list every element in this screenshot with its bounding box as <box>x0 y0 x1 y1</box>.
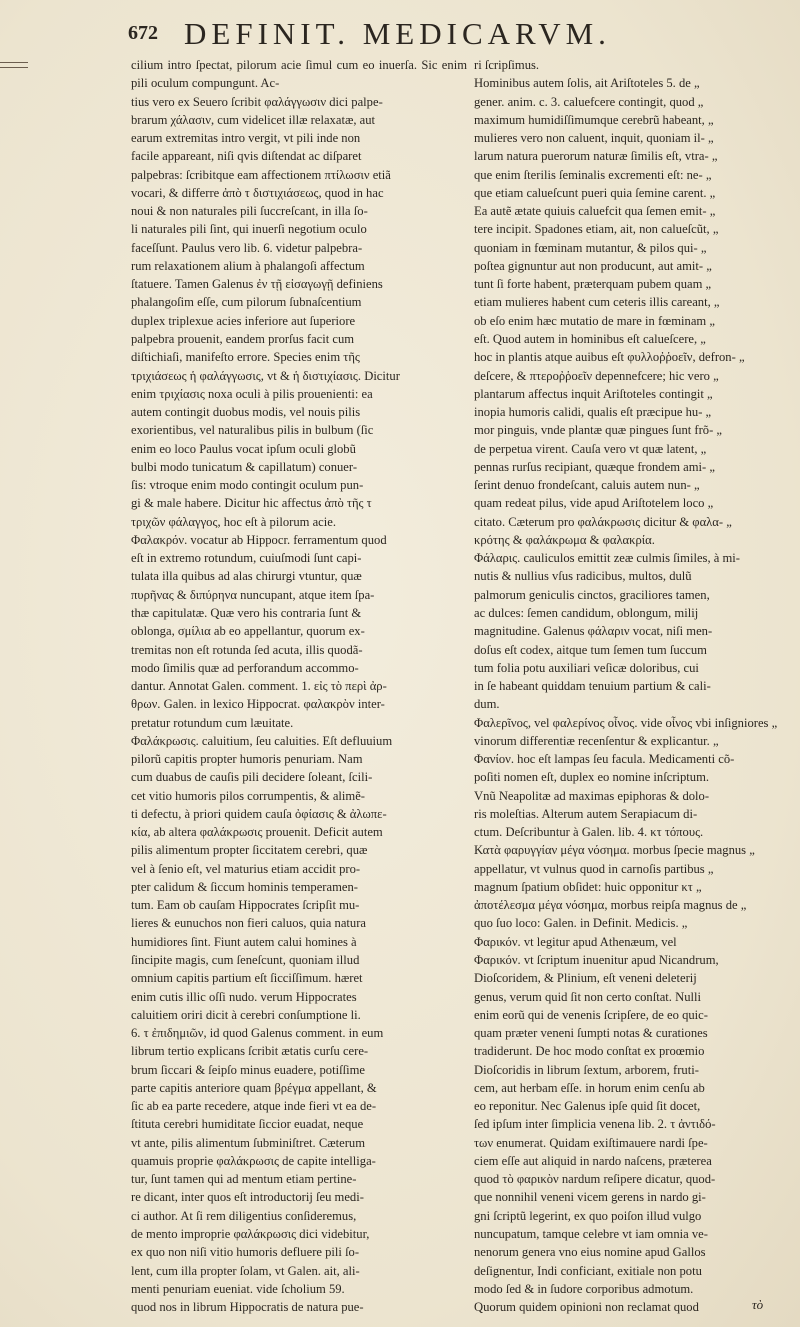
text-line: pretatur rotundum cum læuitate. <box>131 715 294 730</box>
text-line: noui & non naturales pili ſuccreſcant, in illa ſo- <box>131 204 368 219</box>
text-line: Φανίον. hoc eſt lampas ſeu facula. Medicamenti cõ- <box>474 752 735 767</box>
text-line: nuncupatum, tamque celebre vt iam omnia ve- <box>474 1227 708 1241</box>
text-line: diſtichiaſi, manifeſto errore. Species enim τῆς <box>131 350 360 365</box>
text-line: quod nos in librum Hippocratis de natura pue- <box>131 1300 364 1315</box>
text-line: larum natura puerorum naturæ ſimilis eſt, vtra- „ <box>474 149 718 164</box>
text-line: tere incipit. Spadones etiam, ait, non calueſcũt, „ <box>474 222 719 237</box>
text-line: tum. Eam ob cauſam Hippocrates ſcripſit mu- <box>131 898 360 913</box>
text-line: etiam mulieres habent cum ceteris illis careant, „ <box>474 295 720 310</box>
text-line: tremitas non eſt rotunda ſed acuta, illis quodã- <box>131 642 363 657</box>
text-line: ſincipite magis, cum ſeneſcunt, quoniam illud <box>131 953 360 968</box>
text-line: brum ſiccari & ſeipſo minus euadere, potiſſime <box>131 1062 365 1077</box>
text-line: modo ſimilis quæ ad perforandum accommo- <box>131 660 359 675</box>
text-line: Φαλάκρωσις. caluitium, ſeu caluities. Eſt defluuium <box>131 733 393 748</box>
text-line: quod τὸ φαρικὸν nardum reſipere dicatur, quod- <box>474 1172 716 1187</box>
text-line: doſus eſt codex, aitque tum ſemen tum ſuccum <box>474 642 707 657</box>
text-line: Ea autẽ ætate quiuis caluefcit qua ſemen emit- „ <box>474 204 716 219</box>
text-line: menti penuriam eueniat. vide ſcholium 59. <box>131 1281 345 1296</box>
text-line: caluitiem oriri dicit à cerebri conſumptione li. <box>131 1007 361 1022</box>
text-line: θρων. Galen. in lexico Hippocrat. φαλακρὸν inter- <box>131 697 385 712</box>
text-line: ſed ipſum inter ſimplicia venena lib. 2. τ ἀντιδό- <box>474 1117 716 1132</box>
text-line: earum extremitas intro vergit, vt pili inde non <box>131 131 361 146</box>
text-line: librum tertio explicans ſcribit ætatis curſu cere- <box>131 1044 369 1059</box>
text-line: pilis alimentum propter ſiccitatem cerebri, quæ <box>131 843 368 858</box>
text-line: de mento improprie φαλάκρωσις dici videbitur, <box>131 1227 370 1241</box>
text-line: eſt in extremo rotundum, cuiuſmodi ſunt capi- <box>131 551 362 566</box>
text-line: rum relaxationem alium à phalangoſi affectum <box>131 258 365 273</box>
text-line: τριχῶν φάλαγγος, hoc eſt à pilorum acie. <box>131 514 336 529</box>
text-line: Φαρικόν. vt legitur apud Athenæum, vel <box>474 934 677 949</box>
text-line: poſiti nomen eſt, duplex eo nomine inſcriptum. <box>474 770 710 785</box>
text-line: pter calidum & ſiccum hominis temperamen- <box>131 879 358 894</box>
text-line: ctum. Deſcribuntur à Galen. lib. 4. κτ τόπους. <box>474 825 704 840</box>
text-line: Κατὰ φαρυγγίαν μέγα νόσημα. morbus ſpecie magnus „ <box>474 843 755 858</box>
text-line: dantur. Annotat Galen. comment. 1. εἰς τὸ περὶ ἀρ- <box>131 679 387 694</box>
text-line: magnitudine. Galenus φάλαριν vocat, niſi men- <box>474 624 713 639</box>
text-line: ſtituta cerebri humiditate ſiccior euadat, neque <box>131 1117 364 1132</box>
text-line: que enim ſterilis ſeminalis excrementi eſt: ne- „ <box>474 167 712 182</box>
text-line: quam præter veneni ſumpti notas & curationes <box>474 1026 708 1041</box>
text-line: 6. τ ἐπιδημιῶν, id quod Galenus comment. in eum <box>131 1026 384 1041</box>
text-line: oblonga, σμίλια ab eo appellantur, quorum ex- <box>131 624 365 639</box>
text-line: ex quo non niſi vitio humoris defluere pili ſo- <box>131 1245 360 1260</box>
text-line: lent, cum illa propter ſolam, vt Galen. ait, ali- <box>131 1263 360 1278</box>
text-line: tur, ſunt tamen qui ad mentum etiam pertine- <box>131 1172 357 1187</box>
text-line: vocari, & differre ἀπὸ τ διστιχιάσεως, quod in hac <box>131 185 384 200</box>
text-line: Φαλακρόν. vocatur ab Hippocr. ferramentum quod <box>131 532 387 547</box>
text-line: gener. anim. c. 3. caluefcere contingit, quod „ <box>474 94 704 109</box>
text-line: modo ſed & in ſudore corporibus admotum. <box>474 1281 694 1296</box>
catchword: τὸ <box>752 1297 764 1312</box>
text-line: κία, ab altera φαλάκρωσις prouenit. Deficit autem <box>131 825 383 840</box>
text-line: Φαρικόν. vt ſcriptum inuenitur apud Nicandrum, <box>474 953 719 968</box>
text-line: Φάλαρις. cauliculos emittit zeæ culmis ſimiles, à mi- <box>474 551 740 566</box>
text-line: enim eo loco Paulus vocat ipſum oculi globũ <box>131 441 356 456</box>
text-line: ci author. At ſi rem diligentius conſideremus, <box>131 1208 357 1223</box>
text-line: ri ſcripſimus. <box>474 58 540 72</box>
text-line: mor pinguis, vnde plantæ quæ pingues ſunt frõ- „ <box>474 423 723 438</box>
text-line: parte capitis anteriore quam βρέγμα appellant, & <box>131 1080 377 1095</box>
text-line: enim τριχίασις noxa oculi à pilis prouenienti: ea <box>131 386 373 401</box>
text-line: omnium capitis partium eſt ſicciſſimum. hæret <box>131 971 363 986</box>
text-line: phalangoſim eſſe, cum pilorum ſubnaſcentium <box>131 295 362 310</box>
text-line: cum duabus de cauſis pili decidere ſoleant, ſcili- <box>131 770 373 785</box>
text-line: πυρῆνας & διπύρηνα nuncupant, atque item ſpa- <box>131 587 375 602</box>
text-line: enim eorũ qui de venenis ſcripſere, de eo quic- <box>474 1007 708 1022</box>
text-line: vel à ſenio eſt, vel maturius etiam accidit pro- <box>131 861 361 876</box>
text-line: των enumerat. Quidam exiſtimauere nardi ſpe- <box>474 1135 708 1150</box>
text-line: eſt. Quod autem in hominibus eſt calueſcere, „ <box>474 331 706 346</box>
text-line: poſtea gignuntur aut non producunt, aut amit- „ <box>474 258 712 273</box>
text-line: ac dulces: ſemen candidum, oblongum, milij <box>474 605 699 620</box>
text-line: plantarum affectus inquit Ariſtoteles contingit „ <box>474 386 713 401</box>
text-line: gi & male habere. Dicitur hic affectus ἀπὸ τῆς τ <box>131 496 372 511</box>
text-line: ſis: vtroque enim modo contingit oculum pun- <box>131 478 364 493</box>
text-line: palpebra prouenit, eandem prorſus facit cum <box>131 331 355 346</box>
text-line: dum. <box>474 697 500 712</box>
text-line: nutis & nullius vſus radicibus, multos, dulũ <box>474 569 692 584</box>
text-line: quo ſuo loco: Galen. in Definit. Medicis. „ <box>474 916 688 931</box>
page-number: 672 <box>128 22 158 44</box>
text-line: nenorum genera vno eius nomine apud Gallos <box>474 1245 706 1260</box>
text-line: bulbi modo tunicatum & capillatum) conuer- <box>131 459 358 474</box>
text-line: inopia humoris calidi, qualis eſt præcipue hu- „ <box>474 405 712 420</box>
text-line: gni ſcriptũ legerint, ex quo poiſon illud vulgo <box>474 1208 702 1223</box>
text-line: deſignentur, Indi conficiant, exitiale non potu <box>474 1263 702 1278</box>
text-line: citato. Cæterum pro φαλάκρωσις dicitur & φαλα- „ <box>474 514 732 529</box>
page-edge-mark <box>0 62 28 68</box>
text-line: exorientibus, vel naturalibus pilis in bulbum (ſic <box>131 423 374 438</box>
text-line: tius vero ex Seuero ſcribit φαλάγγωσιν dici palpe- <box>131 94 383 109</box>
text-line: mulieres vero non caluent, inquit, quoniam il- „ <box>474 131 714 146</box>
text-line: quam redeat pilus, vide apud Ariſtotelem loco „ <box>474 496 714 511</box>
text-line: facile appareant, niſi qvis diſtendat ac diſparet <box>131 149 362 164</box>
text-line: que etiam calueſcunt pueri quia ſemine carent. „ <box>474 185 716 200</box>
text-line: palmorum geniculis cinctos, graciliores tamen, <box>474 587 710 602</box>
text-line: Φαλερῖνος, vel φαλερίνος οἶνος. vide οἶνος vbi inſigniores „ <box>474 715 778 730</box>
text-line: autem contingit duobus modis, vel nouis pilis <box>131 405 361 420</box>
text-line: ob eſo enim hæc mutatio de mare in fœminam „ <box>474 313 715 328</box>
text-line: cem, aut herbam eſſe. in horum enim cenſu ab <box>474 1080 705 1095</box>
text-line: brarum χάλασιν, cum videlicet illæ relaxatæ, aut <box>131 112 376 127</box>
text-line: re dicant, inter quos eſt introductorij ſeu medi- <box>131 1190 364 1205</box>
text-line: quoniam in fœminam mutantur, & pilos qui- „ <box>474 240 707 255</box>
text-line: ἀποτέλεσμα μέγα νόσημα, morbus reipſa magnus de „ <box>474 898 747 913</box>
text-line: τριχιάσεως ἡ φαλάγγωσις, vt & ἡ διστιχίασις. Dicitur <box>131 368 400 383</box>
text-line: palpebras: ſcribitque eam affectionem πτίλωσιν etiã <box>131 167 391 182</box>
text-line: enim cutis illic oſſi nudo. verum Hippocrates <box>131 989 357 1004</box>
text-line: duplex triplexue acies inferiore aut ſuperiore <box>131 313 356 328</box>
text-line: magnum ſpatium obſidet: huic opponitur κτ „ <box>474 879 702 894</box>
text-line: Hominibus autem ſolis, ait Ariſtoteles 5. de „ <box>474 76 700 91</box>
text-line: lieres & eunuchos non fieri caluos, quia natura <box>131 916 367 931</box>
page-header <box>128 16 768 52</box>
text-line: ciem eſſe aut aliquid in nardo naſcens, præterea <box>474 1153 712 1168</box>
text-line: Vnũ Neapolitæ ad maximas epiphoras & dolo- <box>474 788 710 803</box>
text-line: tradiderunt. De hoc modo conſtat ex proœmio <box>474 1044 705 1059</box>
text-line: ris moleſtias. Alterum autem Serapiacum di- <box>474 806 698 821</box>
text-line: humidiores ſint. Fiunt autem calui homines à <box>131 934 357 949</box>
text-line: thæ capitulatæ. Quæ vero his contraria ſunt & <box>131 605 362 620</box>
text-line: genus, verum quid ſit non certo conſtat. Nulli <box>474 989 701 1004</box>
text-line: ſic ab ea parte recedere, atque inde fieri vt ea de- <box>131 1099 377 1114</box>
text-line: quamuis proprie φαλάκρωσις de capite intelliga- <box>131 1153 376 1168</box>
text-line: hoc in plantis atque auibus eſt φυλλοῤῥοεῖν, defron- „ <box>474 350 745 365</box>
text-line: appellatur, vt vulnus quod in carnoſis partibus „ <box>474 861 714 876</box>
text-line: de perpetua virent. Cauſa vero vt quæ latent, „ <box>474 441 707 456</box>
text-line: tum folia potu auxiliari veſicæ doloribus, cui <box>474 660 699 675</box>
text-line: faceſſunt. Paulus vero lib. 6. videtur palpebra- <box>131 240 363 255</box>
text-line: tunt ſi forte habent, præterquam pubem quam „ <box>474 277 712 292</box>
right-text-column <box>474 56 790 1316</box>
text-line: maximum humidiſſimumque cerebrũ habeant, „ <box>474 112 714 127</box>
text-line: tulata illa quibus ad alas chirurgi vtuntur, quæ <box>131 569 362 584</box>
text-line: cet vitio humoris pilos corrumpentis, & alimẽ- <box>131 788 365 803</box>
running-title: DEFINIT. MEDICARVM. <box>184 16 611 51</box>
left-text-column <box>131 56 467 1316</box>
text-line: in ſe habeant quiddam tenuium partium & cali- <box>474 679 711 694</box>
text-line: cilium intro ſpectat, pilorum acie ſimul cum eo inuerſa. Sic enim pili oculum compungunt. Ac- <box>131 58 467 91</box>
text-line: deſcere, & πτεροῤῥοεῖν depennefcere; hic vero „ <box>474 368 719 383</box>
text-line: pilorũ capitis propter humoris penuriam. Nam <box>131 752 363 767</box>
text-line: ſerint denuo frondeſcant, caluis autem nun- „ <box>474 478 700 493</box>
text-line: ſtatuere. Tamen Galenus ἐν τῇ εἰσαγωγῇ definiens <box>131 277 383 292</box>
text-line: Dioſcoridis in librum ſextum, arborem, fruti- <box>474 1062 699 1077</box>
text-line: κρότης & φαλάκρωμα & φαλακρία. <box>474 532 655 547</box>
text-line: vinorum differentiæ recenſentur & explicantur. „ <box>474 733 719 748</box>
text-line: li naturales pili ſint, qui inuerſi negotium oculo <box>131 222 367 237</box>
text-line: pennas rurſus recipiant, quæque frondem ami- „ <box>474 459 715 474</box>
text-line: eo reponitur. Nec Galenus ipſe quid ſit docet, <box>474 1099 701 1114</box>
text-line: que nonnihil veneni vicem gerens in nardo gi- <box>474 1190 706 1205</box>
text-line: vt ante, pilis alimentum ſubminiſtret. Cæterum <box>131 1135 366 1150</box>
text-line: ti defectu, à priori quidem cauſa ὀφίασις & ἀλωπε- <box>131 806 387 821</box>
text-line: Dioſcoridem, & Plinium, eſt veneni deleterij <box>474 971 697 986</box>
text-line: Quorum quidem opinioni non reclamat quod <box>474 1300 699 1315</box>
